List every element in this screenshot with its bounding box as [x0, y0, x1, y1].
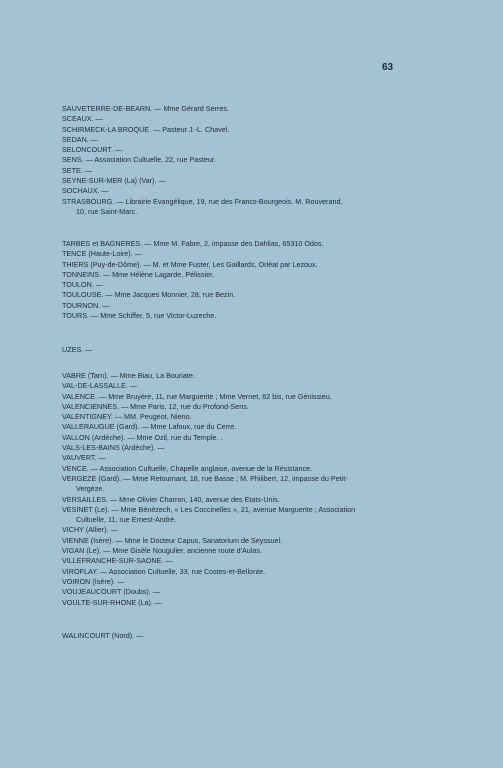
- directory-entry: [62, 464, 482, 474]
- directory-entry: [62, 525, 482, 535]
- directory-entry: [62, 381, 482, 391]
- entry-text: VALLON (Ardèche). — Mme Ozil, rue du Temple. .: [62, 432, 223, 442]
- directory-entry: [62, 412, 482, 422]
- page-number: 63: [382, 62, 394, 73]
- directory-entry: [62, 290, 482, 300]
- entry-text: WALINCOURT (Nord). —: [62, 631, 144, 640]
- entry-text: VERGEZE (Gard). — Mme Retournant, 18, rue Basse ; M. Philibert, 12, impasse du Petit-: [62, 473, 348, 483]
- entry-text: TOURS. — Mme Schiffer, 5, rue Victor-Luzeche.: [62, 311, 217, 321]
- entry-text: TOULOUSE. — Mme Jacques Monnier, 28, rue Bezin.: [62, 290, 236, 300]
- directory-entry: [62, 495, 482, 505]
- directory-entry: [62, 598, 482, 608]
- entry-text: VALLERAUGUE (Gard). — Mme Lafoux, rue du Cerre.: [62, 422, 237, 432]
- directory-entry: [62, 371, 482, 381]
- directory-entry: [62, 155, 482, 165]
- directory-entry: [62, 145, 482, 155]
- entry-text: VOULTE-SUR-RHONE (La). —: [62, 597, 163, 607]
- directory-entry: [62, 443, 482, 453]
- section-s: [62, 104, 482, 217]
- directory-entry: [62, 104, 482, 114]
- section-u: [62, 345, 482, 355]
- entry-text: SEYNE-SUR-MER (La) (Var). —: [62, 176, 166, 186]
- directory-entry: [62, 392, 482, 402]
- directory-entry: [62, 311, 482, 321]
- entry-text: VALS-LES-BAINS (Ardèche). —: [62, 443, 165, 453]
- directory-entry: [62, 433, 482, 443]
- entry-text: VOIRON (Isère). —: [62, 576, 125, 586]
- directory-entry: [62, 260, 482, 270]
- entry-text: VALENCE. — Mme Bruyère, 11, rue Marguerite ; Mme Vernet, 62 bis, rue Génissieu.: [62, 391, 332, 401]
- directory-entry: [62, 280, 482, 290]
- entry-text: SELONCOURT. —: [62, 145, 123, 155]
- entry-text: TOURNON. —: [62, 300, 110, 310]
- section-w: [62, 631, 482, 641]
- entry-text: VILLEFRANCHE-SUR-SAONE. —: [62, 556, 173, 566]
- directory-entry: [62, 135, 482, 145]
- entry-text: UZES. —: [62, 345, 93, 354]
- entry-text: SETE. —: [62, 165, 92, 175]
- entry-text: SENS. — Association Cultuelle, 22, rue Pasteur.: [62, 155, 216, 165]
- directory-entry: [62, 114, 482, 124]
- entry-continuation: Vergèze.: [76, 484, 105, 494]
- directory-entry: [62, 197, 482, 218]
- entry-text: VABRE (Tarn). — Mme Biau, La Bouriate.: [62, 371, 195, 380]
- directory-entry: [62, 422, 482, 432]
- directory-entry: [62, 270, 482, 280]
- entry-text: TARBES et BAGNERES. — Mme M. Fabre, 2, impasse des Dahlias, 65310 Odos.: [62, 239, 324, 248]
- directory-entry: [62, 567, 482, 577]
- directory-entry: [62, 125, 482, 135]
- directory-entry: [62, 587, 482, 597]
- entry-text: VOUJEAUCOURT (Doubs). —: [62, 587, 160, 597]
- directory-entry: [62, 176, 482, 186]
- entry-text: VENCE. — Association Cultuelle, Chapelle anglaise, avenue de la Résistance.: [62, 463, 313, 473]
- entry-continuation: 10, rue Saint-Marc.: [76, 206, 138, 216]
- entry-text: SAUVETERRE-DE-BEARN. — Mme Gérard Serres.: [62, 104, 229, 113]
- entry-text: VALENCIENNES. — Mme Paris, 12, rue du Profond-Sens.: [62, 401, 249, 411]
- entry-text: VIENNE (Isère). — Mme le Docteur Capus, Sanatorium de Seyssuel.: [62, 535, 283, 545]
- entry-text: VIGAN (Le). — Mme Gisèle Nougulier, ancienne route d'Aulas.: [62, 546, 262, 556]
- directory-entry: [62, 345, 482, 355]
- entry-text: THIERS (Puy-de-Dôme). — M. et Mme Fuster, Les Gaillards, Orléat par Lezoux.: [62, 259, 318, 269]
- directory-entry: [62, 453, 482, 463]
- entry-text: VIROFLAY. — Association Cultuelle, 33, rue Costes-et-Bellonte.: [62, 566, 266, 576]
- entry-text: VAL-DE-LASSALLE. —: [62, 381, 137, 391]
- entry-text: VAUVERT. —: [62, 453, 106, 463]
- directory-entry: [62, 186, 482, 196]
- section-t: [62, 239, 482, 321]
- directory-entry: [62, 239, 482, 249]
- entry-text: SOCHAUX. —: [62, 186, 109, 196]
- directory-entry: [62, 166, 482, 176]
- directory-entry: [62, 301, 482, 311]
- entry-text: VICHY (Allier). —: [62, 525, 118, 535]
- directory-entry: [62, 505, 482, 526]
- entry-text: TENCE (Haute-Loire). —: [62, 249, 142, 259]
- entry-text: TONNEINS. — Mme Hélène Lagarde, Pélissier.: [62, 269, 215, 279]
- directory-entry: [62, 402, 482, 412]
- directory-entry: [62, 546, 482, 556]
- directory-entry: [62, 556, 482, 566]
- directory-entry: [62, 474, 482, 495]
- directory-entry: [62, 577, 482, 587]
- directory-entry: [62, 249, 482, 259]
- entry-text: SCEAUX. —: [62, 114, 103, 124]
- entry-text: STRASBOURG. — Librairie Evangélique, 19, rue des Francs-Bourgeois. M. Rouverand,: [62, 196, 343, 206]
- section-v: [62, 371, 482, 608]
- directory-entry: [62, 631, 482, 641]
- entry-text: VESINET (Le). — Mme Bénézech, « Les Coccinelles », 21, avenue Marguerite ; Association: [62, 504, 356, 514]
- entry-text: TOULON. —: [62, 280, 104, 290]
- entry-text: VERSAILLES. — Mme Olivier Charron, 140, avenue des Etats-Unis.: [62, 494, 280, 504]
- entry-text: SCHIRMECK-LA BROQUE. — Pasteur J.-L. Chavel.: [62, 124, 230, 134]
- directory-entry: [62, 536, 482, 546]
- entry-text: SEDAN. —: [62, 134, 98, 144]
- entry-text: VALENTIGNEY. — MM. Peugeot, Nieno.: [62, 412, 192, 422]
- entry-continuation: Cultuelle, 11, rue Ernest-André.: [76, 515, 177, 525]
